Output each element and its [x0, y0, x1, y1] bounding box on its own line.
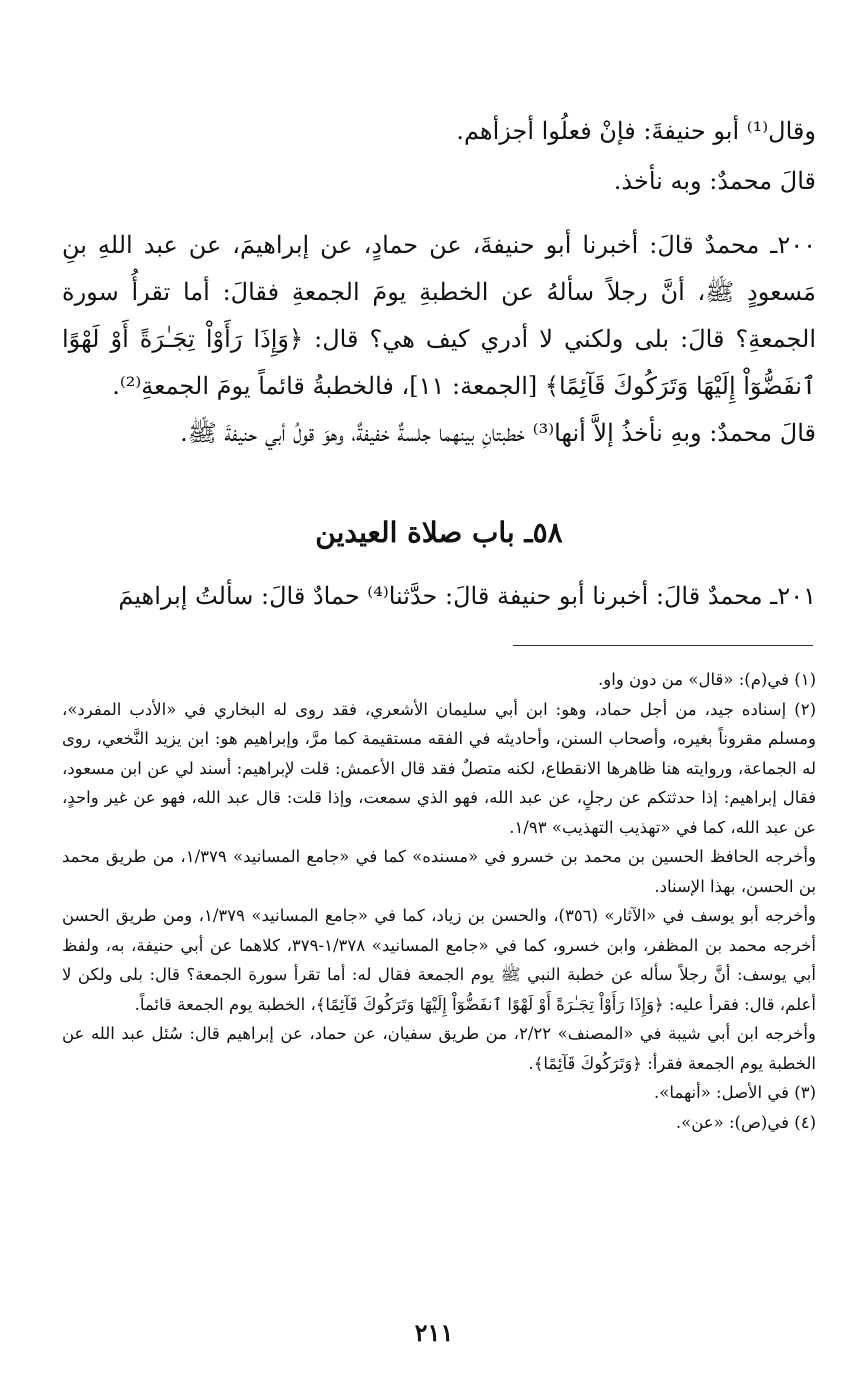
- text-line-muhammad-says: قالَ محمدٌ: وبه نأخذ.: [613, 167, 816, 195]
- hadith-201-opening: ٢٠١ـ محمدٌ قالَ: أخبرنا أبو حنيفة قالَ: حدَّثنا⁽⁴⁾ حمادٌ قالَ: سألتُ إبراهيمَ: [118, 582, 816, 610]
- footnote-divider: [513, 645, 813, 646]
- footnote-2: (٢) إسناده جيد، من أجل حماد، وهو: ابن أبي سليمان الأشعري، فقد روى له البخاري في «الأدب المفرد»، ومسلم مقروناً بغيره، وأصحاب السنن، وأحاديثه في الفقه مستقيمة كما مرَّ، وإبراهيم هو: ابن يزيد النَّخعي، روى له الجماعة، وروايته هنا ظاهرها الانقطاع، لكنه متصلٌ فقد قال الأعمش: قلت لإبراهيم: أسند لي عن ابن مسعود، فقال إبراهيم: إذا حدثتكم عن رجلٍ، عن عبد الله، فهو الذي سمعت، وإذا قلت: قال عبد الله، فهو عن غير واحدٍ، عن عبد الله، كما في «تهذيب التهذيب» ١/٩٣.: [62, 699, 816, 837]
- footnotes-section: [62, 665, 816, 1137]
- footnote-4: (٤) في(ص): «عن».: [675, 1112, 816, 1132]
- footnote-2-musannaf: وأخرجه ابن أبي شيبة في «المصنف» ٢/٢٢، من طريق سفيان، عن حماد، عن إبراهيم قال: سُئل عبد الله عن الخطبة يوم الجمعة فقرأ: ﴿وَتَرَكُوكَ قَآئِمًا﴾.: [62, 1024, 816, 1073]
- muhammad-conclusion-paragraph: قالَ محمدٌ: وبهِ نأخذُ إلاَّ أنها⁽³⁾ خطبتانِ بينهما جلسةٌ خفيفةٌ، وهوَ قولُ أبي حنيفةَ ﷺ.: [180, 419, 816, 447]
- section-heading: ٥٨ـ باب صلاة العيدين: [315, 516, 563, 549]
- footnote-2-athar: وأخرجه أبو يوسف في «الآثار» (٣٥٦)، والحسن بن زياد، كما في «جامع المسانيد» ١/٣٧٩، ومن طريق الحسن أخرجه محمد بن المظفر، وابن خسرو، كما في «جامع المسانيد» ١/٣٧٨-٣٧٩، كلاهما عن أبي حنيفة، به، ولفظ أبي يوسف: أنَّ رجلاً سأله عن خطبة النبي ﷺ يوم الجمعة فقال له: أما تقرأ سورة الجمعة؟ قال: بلى ولكن لا أعلم، قال: فقرأ عليه: ﴿وَإِذَا رَأَوْاْ تِجَـٰرَةً أَوْ لَهْوًا ٱنفَضُّوٓاْ إِلَيْهَا وَتَرَكُوكَ قَآئِمًا﴾، الخطبة يوم الجمعة قائماً.: [62, 906, 817, 1014]
- hadith-200-paragraph: ٢٠٠ـ محمدٌ قالَ: أخبرنا أبو حنيفةَ، عن حمادٍ، عن إبراهيمَ، عن عبد اللهِ بنِ مَسعودٍ ﷺ، أنَّ رجلاً سألهُ عن الخطبةِ يومَ الجمعةِ فقالَ: أما تقرأُ سورة الجمعةِ؟ قالَ: بلى ولكني لا أدري كيف هي؟ قال: ﴿وَإِذَا رَأَوْاْ تِجَـٰرَةً أَوْ لَهْوًا ٱنفَضُّوٓاْ إِلَيْهَا وَتَرَكُوكَ قَآئِمًا﴾ [الجمعة: ١١]، فالخطبةُ قائماً يومَ الجمعةِ⁽²⁾.: [62, 231, 816, 400]
- footnote-3: (٣) في الأصل: «أنهما».: [654, 1083, 816, 1102]
- page-number: ٢١١: [414, 1318, 454, 1347]
- text-line-abu-hanifa: وقال⁽¹⁾ أبو حنيفةَ: فإنْ فعلُوا أجزأهم.: [456, 117, 816, 145]
- footnote-1: (١) في(م): «قال» من دون واو.: [598, 670, 816, 689]
- footnote-2-masanid: وأخرجه الحافظ الحسين بن محمد بن خسرو في «مسنده» كما في «جامع المسانيد» ١/٣٧٩، من طريق محمد بن الحسن، بهذا الإسناد.: [62, 847, 816, 896]
